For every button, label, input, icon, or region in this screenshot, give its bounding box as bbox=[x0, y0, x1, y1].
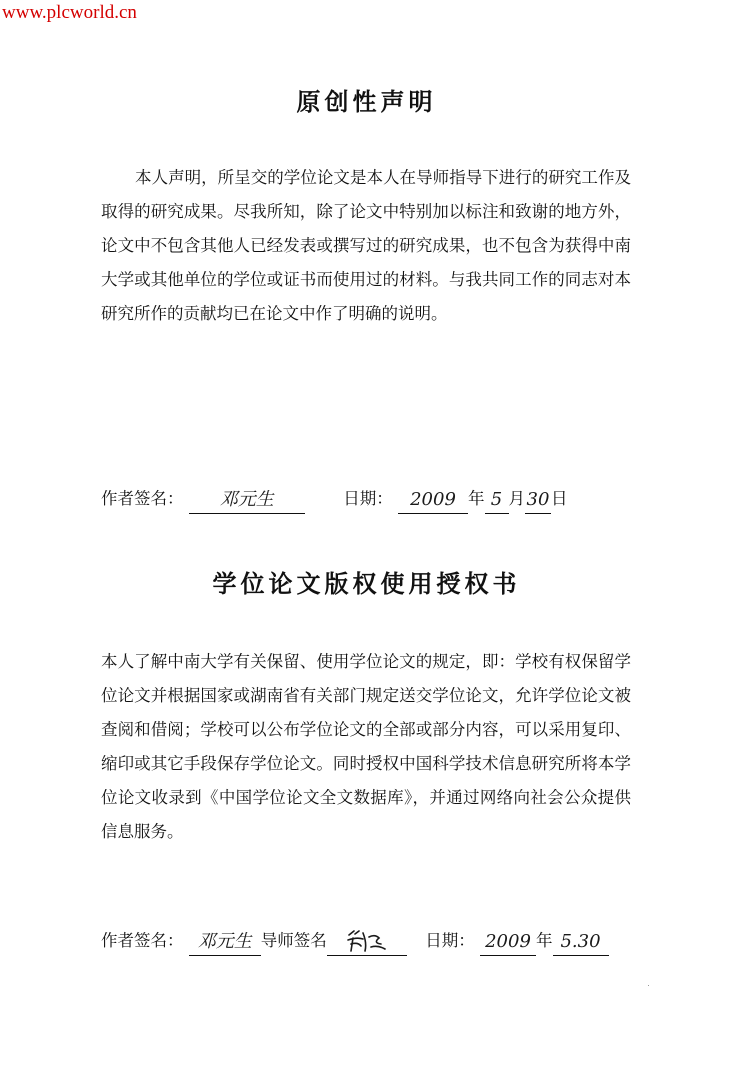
year-unit: 年 bbox=[468, 489, 485, 508]
date-month-day: 5.30 bbox=[553, 929, 609, 956]
day-unit: 日 bbox=[551, 489, 568, 508]
authorization-title: 学位论文版权使用授权书 bbox=[212, 569, 521, 598]
year-unit: 年 bbox=[536, 931, 553, 950]
declaration-signature-line bbox=[101, 484, 568, 514]
date-year: 2009 bbox=[480, 929, 536, 956]
date-label: 日期： bbox=[425, 931, 475, 950]
date-label: 日期： bbox=[343, 489, 393, 508]
month-unit: 月 bbox=[508, 489, 525, 508]
date-month: 5 bbox=[485, 487, 509, 514]
scan-speck bbox=[648, 985, 649, 986]
advisor-signature bbox=[327, 929, 407, 956]
author-signature: 邓元生 bbox=[189, 929, 261, 956]
author-signature: 邓元生 bbox=[189, 487, 305, 514]
author-signature-label: 作者签名： bbox=[101, 931, 184, 950]
advisor-signature-label: 导师签名 bbox=[260, 931, 327, 950]
authorization-body: 本人了解中南大学有关保留、使用学位论文的规定，即：学校有权保留学位论文并根据国家或湖南省有关部门规定送交学位论文，允许学位论文被查阅和借阅；学校可以公布学位论文的全部或部分内容，可以采用复印、缩印或其它手段保存学位论文。同时授权中国科学技术信息研究所将本学位论文收录到《中国学位论文全文数据库》，并通过网络向社会公众提供信息服务。 bbox=[101, 652, 631, 841]
watermark: www.plcworld.cn bbox=[2, 2, 137, 23]
date-year: 2009 bbox=[398, 487, 468, 514]
declaration-body: 本人声明，所呈交的学位论文是本人在导师指导下进行的研究工作及取得的研究成果。尽我所知，除了论文中特别加以标注和致谢的地方外，论文中不包含其他人已经发表或撰写过的研究成果，也不包含为获得中南大学或其他单位的学位或证书而使用过的材料。与我共同工作的同志对本研究所作的贡献均已在论文中作了明确的说明。 bbox=[101, 168, 631, 323]
author-signature-label: 作者签名： bbox=[101, 489, 184, 508]
advisor-signature-scribble bbox=[345, 929, 389, 955]
date-day: 30 bbox=[525, 487, 551, 514]
authorization-signature-line bbox=[101, 926, 609, 956]
declaration-title: 原创性声明 bbox=[296, 87, 437, 116]
